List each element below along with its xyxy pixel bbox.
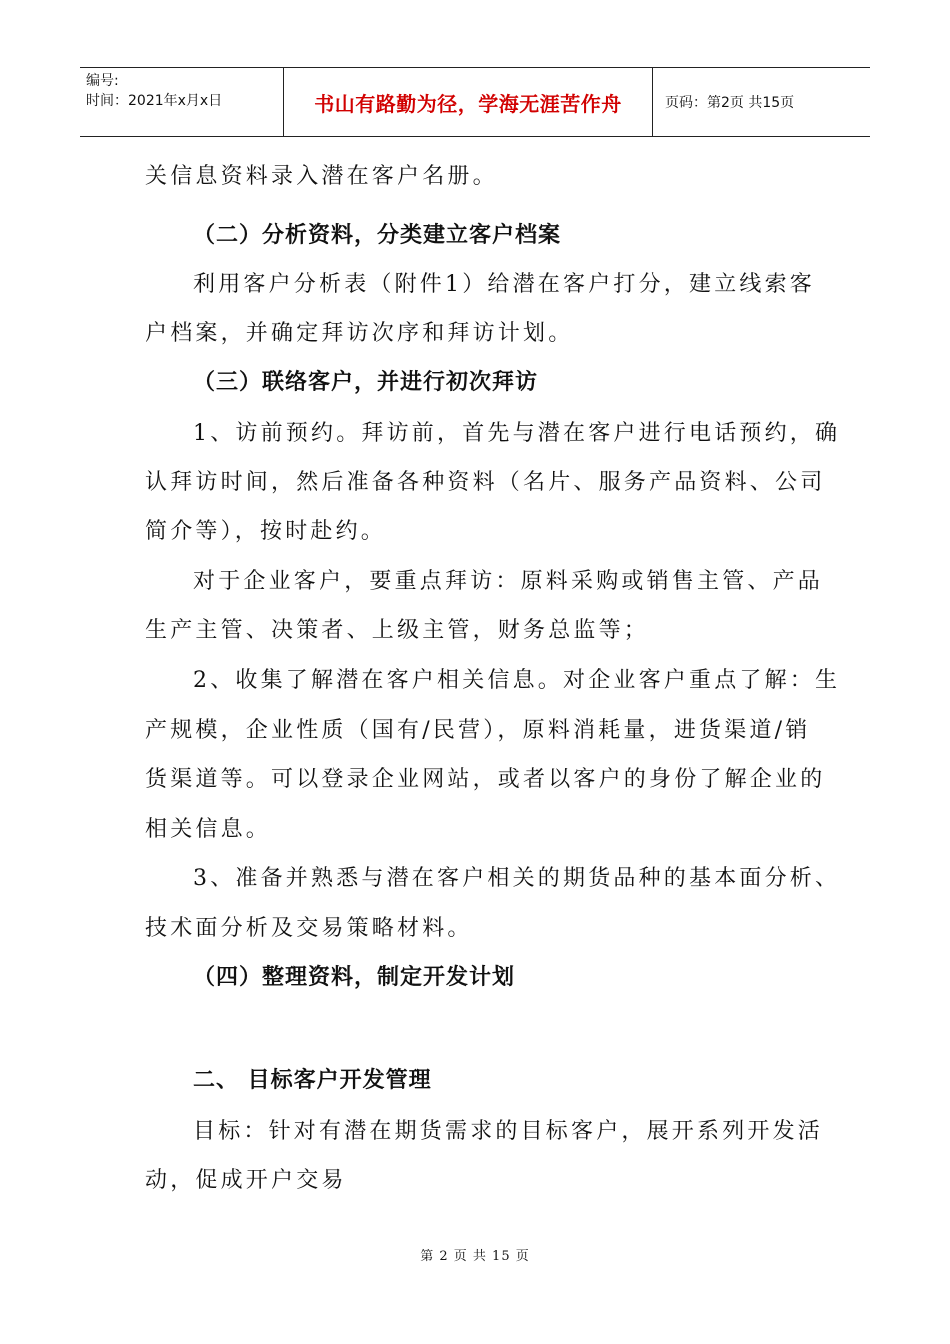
paragraph-line: 认拜访时间，然后准备各种资料（名片、服务产品资料、公司	[145, 470, 826, 495]
paragraph-line: 货渠道等。可以登录企业网站，或者以客户的身份了解企业的	[145, 767, 826, 792]
page-header	[80, 67, 870, 137]
paragraph-line: 动，促成开户交易	[145, 1168, 347, 1193]
paragraph-line: 关信息资料录入潜在客户名册。	[145, 164, 498, 189]
paragraph-line: 1、访前预约。拜访前，首先与潜在客户进行电话预约，确	[193, 421, 841, 446]
paragraph-line: 目标：针对有潜在期货需求的目标客户，展开系列开发活	[193, 1119, 824, 1144]
paragraph-line: 相关信息。	[145, 817, 272, 842]
document-number-label: 编号:	[86, 73, 119, 89]
subheading-4: （四）整理资料，制定开发计划	[193, 965, 516, 990]
paragraph-line: 产规模，企业性质（国有/民营），原料消耗量，进货渠道/销	[145, 718, 811, 743]
paragraph-line: 技术面分析及交易策略材料。	[145, 916, 473, 941]
header-page-number: 页码：第2页 共15页	[665, 95, 795, 111]
paragraph-line: 对于企业客户，要重点拜访：原料采购或销售主管、产品	[193, 569, 824, 594]
header-motto: 书山有路勤为径，学海无涯苦作舟	[283, 68, 653, 136]
paragraph-line: 简介等），按时赴约。	[145, 519, 387, 544]
document-date-label: 时间：2021年x月x日	[86, 93, 223, 109]
paragraph-line: 生产主管、决策者、上级主管，财务总监等；	[145, 618, 650, 643]
paragraph-line: 2、收集了解潜在客户相关信息。对企业客户重点了解：生	[193, 668, 841, 693]
subheading-2: （二）分析资料，分类建立客户档案	[193, 223, 562, 248]
subheading-3: （三）联络客户，并进行初次拜访	[193, 370, 539, 395]
paragraph-line: 3、准备并熟悉与潜在客户相关的期货品种的基本面分析、	[193, 866, 841, 891]
header-meta	[80, 68, 283, 136]
section-heading: 二、 目标客户开发管理	[193, 1068, 432, 1093]
page-footer: 第 2 页 共 15 页	[420, 1249, 530, 1264]
paragraph-line: 户档案，并确定拜访次序和拜访计划。	[145, 321, 574, 346]
paragraph-line: 利用客户分析表（附件1）给潜在客户打分，建立线索客	[193, 272, 815, 297]
